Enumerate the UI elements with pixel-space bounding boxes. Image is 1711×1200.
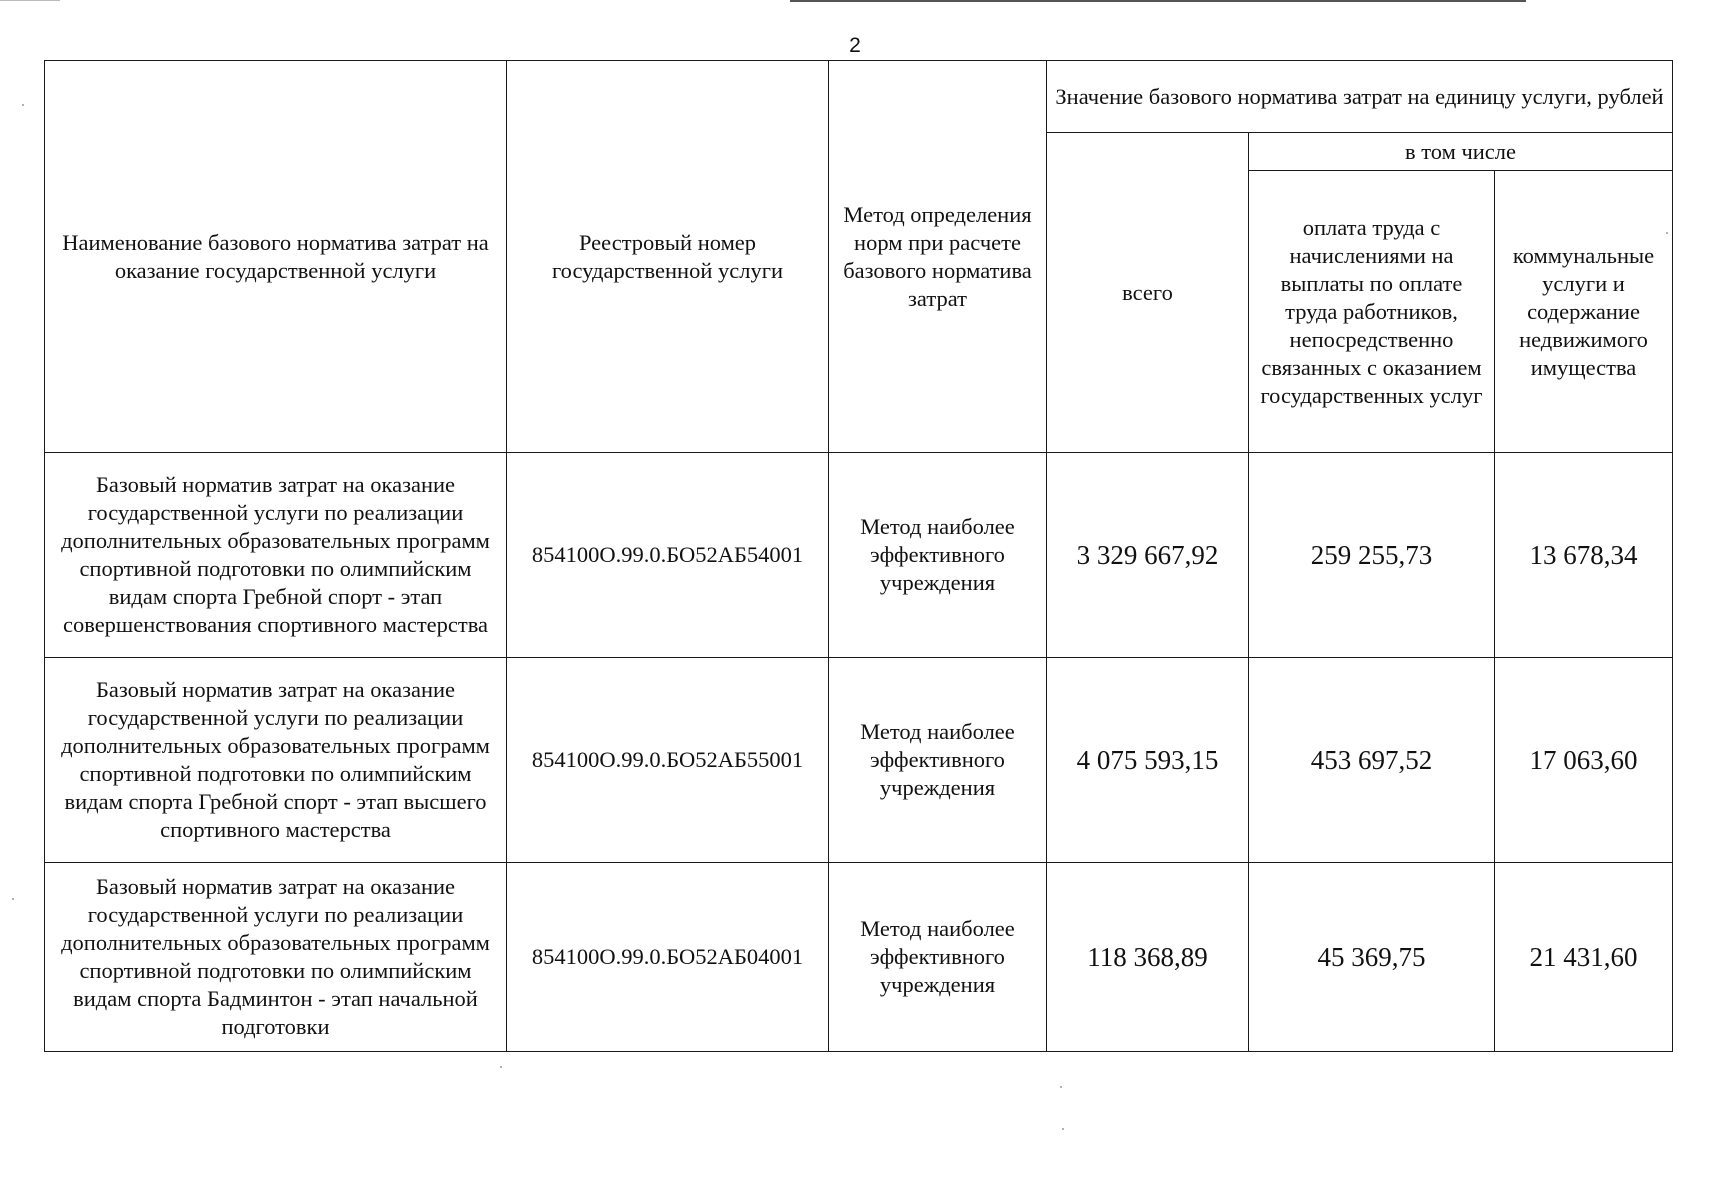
scan-edge-line [790,0,1526,2]
cell-labor: 453 697,52 [1249,658,1495,863]
cell-method: Метод наиболее эффективного учреждения [829,863,1047,1052]
header-total: всего [1047,133,1249,453]
cell-utilities: 17 063,60 [1495,658,1673,863]
cell-name: Базовый норматив затрат на оказание государственной услуги по реализации дополнительных образовательных программ спортивной подготовки по олимпийским видам спорта Гребной спорт - этап высшего спортивного мастерства [45,658,507,863]
cell-registry-number: 854100О.99.0.БО52АБ54001 [507,453,829,658]
header-name: Наименование базового норматива затрат на оказание государственной услуги [45,61,507,453]
table-row [45,453,1673,658]
scan-speck [500,1066,502,1068]
cost-norm-table [44,60,1673,1052]
cell-labor: 45 369,75 [1249,863,1495,1052]
header-method: Метод определения норм при расчете базового норматива затрат [829,61,1047,453]
header-registry-number: Реестровый номер государственной услуги [507,61,829,453]
table-row [45,658,1673,863]
cell-total: 118 368,89 [1047,863,1249,1052]
cell-registry-number: 854100О.99.0.БО52АБ04001 [507,863,829,1052]
cell-name: Базовый норматив затрат на оказание государственной услуги по реализации дополнительных образовательных программ спортивной подготовки по олимпийским видам спорта Бадминтон - этап начальной подготовки [45,863,507,1052]
scan-speck [1062,1128,1064,1130]
header-labor: оплата труда с начислениями на выплаты по оплате труда работников, непосредственно связанных с оказанием государственных услуг [1249,171,1495,453]
scan-speck [1666,232,1668,234]
cell-method: Метод наиболее эффективного учреждения [829,658,1047,863]
cell-total: 3 329 667,92 [1047,453,1249,658]
cell-registry-number: 854100О.99.0.БО52АБ55001 [507,658,829,863]
cell-labor: 259 255,73 [1249,453,1495,658]
table-row [45,863,1673,1052]
scan-speck [1060,1086,1062,1088]
page-number: 2 [849,34,861,57]
cell-total: 4 075 593,15 [1047,658,1249,863]
header-row [45,61,1673,133]
header-including: в том числе [1249,133,1673,171]
scan-edge-line-left [0,0,60,1]
header-value-group: Значение базового норматива затрат на единицу услуги, рублей [1047,61,1673,133]
header-utilities: коммунальные услуги и содержание недвижимого имущества [1495,171,1673,453]
cell-name: Базовый норматив затрат на оказание государственной услуги по реализации дополнительных образовательных программ спортивной подготовки по олимпийским видам спорта Гребной спорт - этап совершенствования спортивного мастерства [45,453,507,658]
scan-speck [22,104,24,106]
cell-method: Метод наиболее эффективного учреждения [829,453,1047,658]
scan-speck [12,898,14,900]
cell-utilities: 13 678,34 [1495,453,1673,658]
cell-utilities: 21 431,60 [1495,863,1673,1052]
